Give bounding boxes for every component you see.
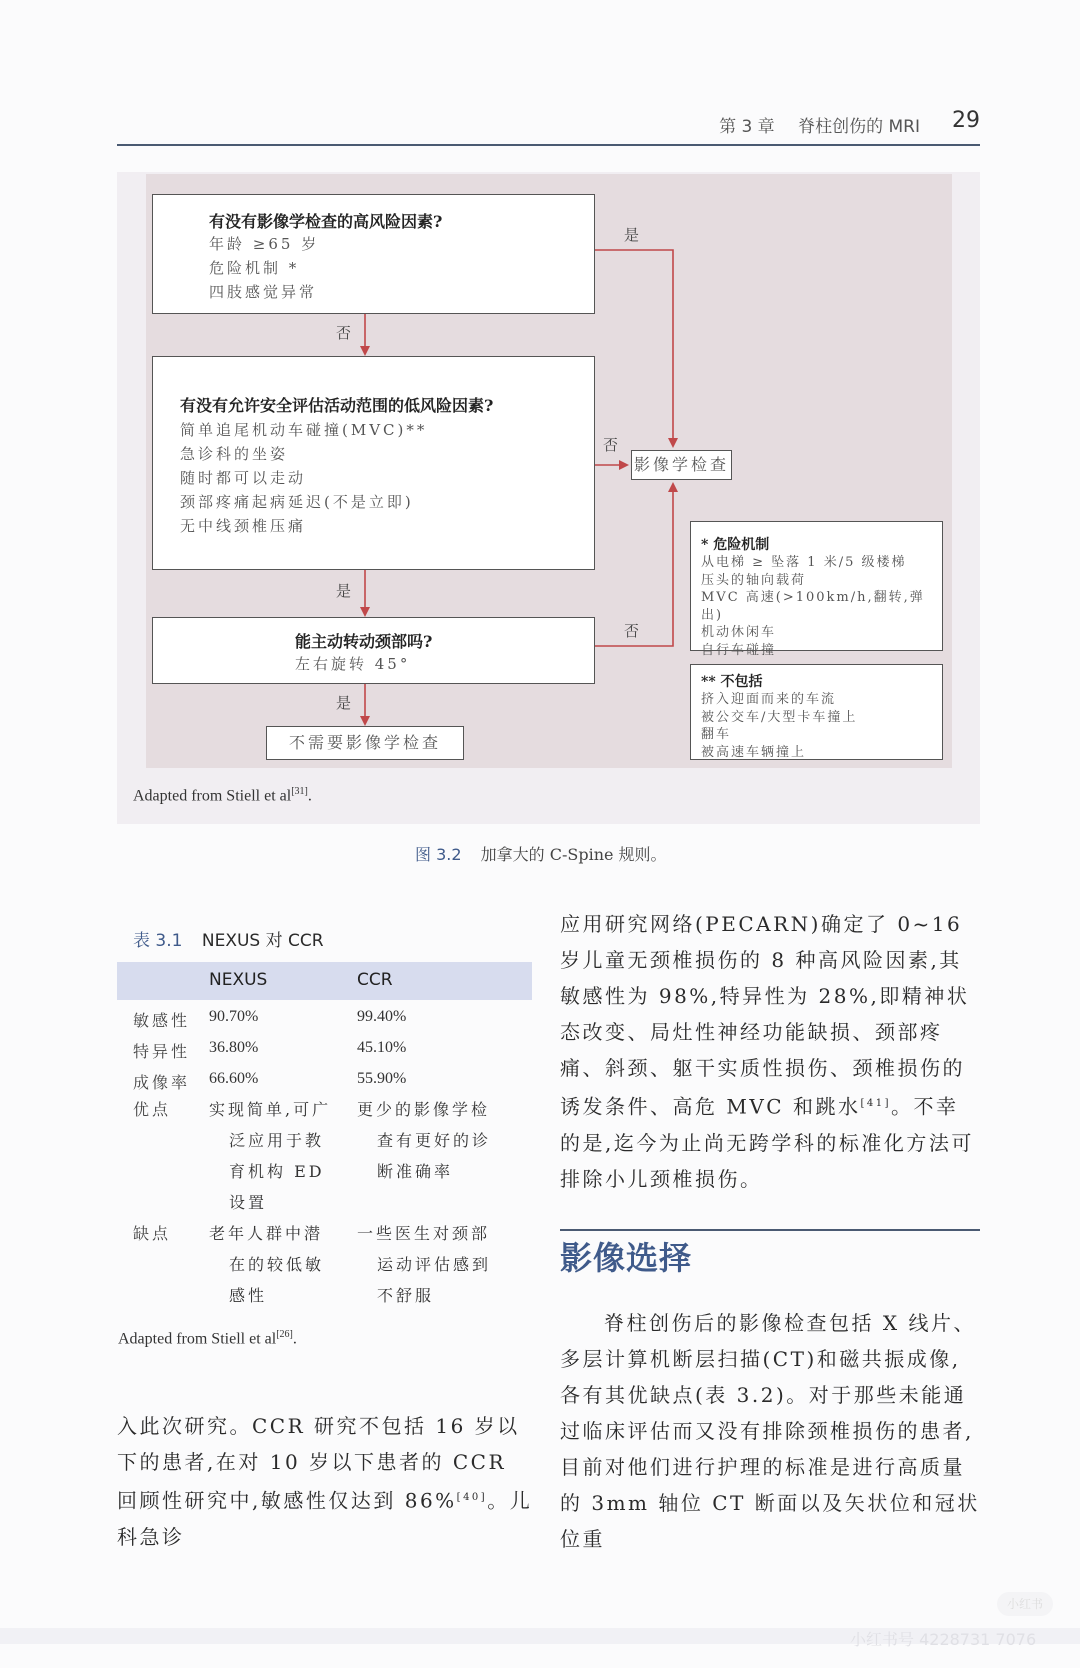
low-risk-item: 简单追尾机动车碰撞(MVC)** <box>180 421 428 439</box>
figure-source-text: Adapted from Stiell et al <box>133 787 292 805</box>
high-risk-question: 有没有影像学检查的高风险因素? <box>209 212 443 231</box>
edge-label-yes: 是 <box>336 694 352 712</box>
no-imaging-box <box>266 726 464 760</box>
table-title-text: NEXUS 对 CCR <box>201 931 324 951</box>
note-item: 挤入迎面而来的车流 <box>701 692 837 707</box>
row-label: 优点 <box>133 1100 172 1119</box>
note-item: 机动休闲车 <box>701 625 777 640</box>
rotate-question: 能主动转动颈部吗? <box>295 632 433 651</box>
table-title <box>133 926 324 951</box>
low-risk-item: 随时都可以走动 <box>180 469 307 487</box>
rotate-item: 左右旋转 45° <box>295 655 411 673</box>
high-risk-item: 危险机制 * <box>209 259 300 277</box>
excluded-note <box>690 664 943 760</box>
note-title: * 危险机制 <box>701 537 770 553</box>
table-number: 表 3.1 <box>133 931 183 951</box>
page-number: 29 <box>952 108 980 133</box>
note-item: 自行车碰撞 <box>701 642 777 658</box>
watermark-text: 小红书号 4228731 7076 <box>850 1630 1037 1649</box>
note-item: 被高速车辆撞上 <box>701 744 807 760</box>
edge-label-no: 否 <box>624 622 640 640</box>
table-source-text: Adapted from Stiell et al <box>118 1330 277 1348</box>
section-heading: 影像选择 <box>560 1239 693 1277</box>
imaging-box <box>631 450 732 480</box>
edge-label-yes: 是 <box>624 226 640 244</box>
figure-number: 图 3.2 <box>415 845 462 864</box>
edge-label-yes: 是 <box>336 582 352 600</box>
chapter-label: 第 3 章 <box>719 117 775 137</box>
table-header-row <box>117 962 532 1000</box>
ccr-value: 55.90% <box>357 1070 407 1087</box>
ccr-value: 99.40% <box>357 1008 407 1025</box>
section-paragraph: 脊柱创伤后的影像检查包括 X 线片、多层计算机断层扫描(CT)和磁共振成像,各有其优缺点(表 3.2)。对于那些未能通过临床评估而又没有排除颈椎损伤的患者,目前对他们进行护理的标准是进行高质量的 3mm 轴位 CT 断面以及矢状位和冠状位重 <box>560 1311 980 1551</box>
table-source-ref: [26] <box>276 1329 293 1340</box>
low-risk-question: 有没有允许安全评估活动范围的低风险因素? <box>180 396 494 415</box>
edge-label-no: 否 <box>603 436 619 454</box>
nexus-value: 实现简单,可广 泛应用于教 育机构 ED 设置 <box>209 1100 332 1212</box>
note-item: 压头的轴向载荷 <box>701 572 807 588</box>
citation: [41] <box>860 1098 891 1109</box>
note-item: 翻车 <box>701 727 732 742</box>
note-item: MVC 高速(>100km/h,翻转,弹出) <box>701 590 925 623</box>
low-risk-item: 颈部疼痛起病延迟(不是立即) <box>180 493 414 511</box>
row-label: 敏感性 <box>133 1013 191 1030</box>
low-risk-item: 急诊科的坐姿 <box>180 445 289 463</box>
note-item: 从电梯 ≥ 坠落 1 米/5 级楼梯 <box>701 555 907 570</box>
nexus-value: 90.70% <box>209 1008 259 1025</box>
nexus-value: 老年人群中潜 在的较低敏 感性 <box>209 1224 325 1305</box>
table-header-ccr: CCR <box>357 970 393 990</box>
table-header-nexus: NEXUS <box>209 970 268 990</box>
figure-source-ref: [31] <box>291 786 308 797</box>
high-risk-item: 年龄 ≥65 岁 <box>209 235 320 253</box>
figure-caption-text: 加拿大的 C-Spine 规则。 <box>480 845 667 864</box>
chapter-title: 脊柱创伤的 MRI <box>798 117 920 137</box>
ccr-value: 45.10% <box>357 1039 407 1056</box>
nexus-value: 66.60% <box>209 1070 259 1087</box>
low-risk-item: 无中线颈椎压痛 <box>180 517 307 535</box>
arrow-high-risk-yes <box>595 250 673 446</box>
figure-source-note: Adapted from Stiell et al[31]. <box>133 786 312 805</box>
high-risk-item: 四肢感觉异常 <box>209 283 318 301</box>
ccr-value: 更少的影像学检 查有更好的诊 断准确率 <box>357 1100 492 1181</box>
row-label: 成像率 <box>133 1075 191 1092</box>
watermark-badge: 小红书 <box>997 1592 1053 1616</box>
rotate-neck-box <box>152 617 595 684</box>
imaging-label: 影像学检查 <box>633 455 729 474</box>
table-source-note: Adapted from Stiell et al[26]. <box>118 1329 297 1348</box>
section-rule <box>560 1229 980 1231</box>
no-imaging-label: 不需要影像学检查 <box>288 733 441 752</box>
note-item: 被公交车/大型卡车撞上 <box>701 709 858 725</box>
dangerous-mechanism-note <box>690 521 943 658</box>
low-risk-factors-box <box>152 356 595 570</box>
right-column-paragraph: 应用研究网络(PECARN)确定了 0~16 岁儿童无颈椎损伤的 8 种高风险因素,其敏感性为 98%,特异性为 28%,即精神状态改变、局灶性神经功能缺损、颈部疼痛、斜颈、躯干实质性损伤、颈椎损伤的诱发条件、高危 MVC 和跳水[41]。不幸的是,迄今为止尚无跨学科的标准化方法可排除小儿颈椎损伤。 <box>560 912 974 1191</box>
high-risk-factors-box <box>152 194 595 314</box>
edge-label-no: 否 <box>336 324 352 342</box>
left-column-paragraph: 入此次研究。CCR 研究不包括 16 岁以下的患者,在对 10 岁以下患者的 CCR 回顾性研究中,敏感性仅达到 86%[40]。儿科急诊 <box>117 1414 533 1549</box>
row-label: 缺点 <box>133 1224 172 1243</box>
nexus-value: 36.80% <box>209 1039 259 1056</box>
row-label: 特异性 <box>133 1044 191 1061</box>
citation: [40] <box>456 1492 488 1503</box>
ccr-value: 一些医生对颈部 运动评估感到 不舒服 <box>357 1224 492 1305</box>
figure-caption <box>415 842 667 865</box>
note-title: ** 不包括 <box>701 674 763 690</box>
